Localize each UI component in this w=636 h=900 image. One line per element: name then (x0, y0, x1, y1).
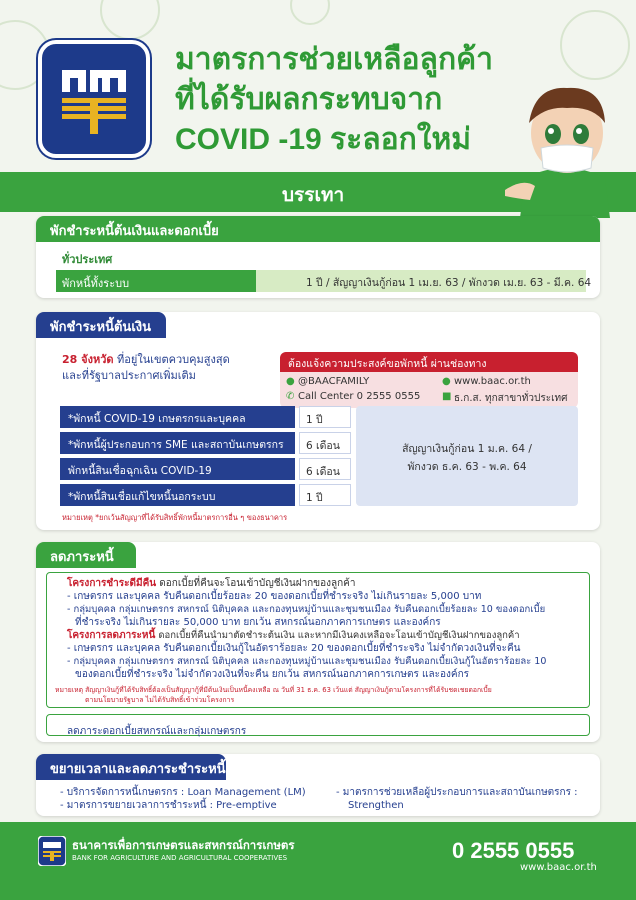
section1-row-value: 1 ปี / สัญญาเงินกู้ก่อน 1 เม.ย. 63 / พักงวด เม.ย. 63 - มี.ค. 64 (306, 277, 592, 289)
section-extend-reduce (36, 754, 600, 816)
section2-heading: พักชำระหนี้ต้นเงิน (36, 312, 166, 338)
baac-logo-mark-icon (56, 58, 132, 140)
footer-phone: 0 2555 0555 (452, 838, 575, 863)
section4-item: - มาตรการขยายเวลาการชำระหนี้ : Pre-emptive (60, 800, 277, 811)
pause-row-value: 1 ปี (299, 484, 351, 506)
block1-title: โครงการชำระดีมีคืน (67, 578, 157, 589)
call-center: Call Center 0 2555 0555 (298, 391, 421, 402)
branch-text: ธ.ก.ส. ทุกสาขาทั่วประเทศ (454, 393, 568, 404)
section4-right (336, 786, 578, 812)
coop-interest-text: ลดภาระดอกเบี้ยสหกรณ์และกลุ่มเกษตรกร (67, 726, 247, 737)
web-icon: ● (442, 376, 451, 387)
footer-website[interactable]: www.baac.or.th (520, 862, 597, 873)
block1-item: - เกษตรกร และบุคคล รับคืนดอกเบี้ยร้อยละ 20 ของดอกเบี้ยที่ชำระจริง ไม่เกินรายละ 5,000 บาท (67, 591, 482, 602)
contact-box-title: ต้องแจ้งความประสงค์ขอพักหนี้ ผ่านช่องทาง (280, 352, 578, 372)
section2-intro (62, 352, 230, 384)
section4-left (60, 786, 306, 812)
banner-title: บรรเทา (282, 185, 345, 206)
phone-icon: ✆ (286, 391, 295, 402)
pause-row-label: *พักหนี้สินเชื่อแก้ไขหนี้นอกระบบ (60, 484, 295, 506)
section-principal-pause (36, 312, 600, 530)
section4-item: - บริการจัดการหนี้เกษตรกร : Loan Management (LM) (60, 787, 306, 798)
pause-row-label: *พักหนี้ผู้ประกอบการ SME และสถาบันเกษตรกร (60, 432, 295, 454)
block1-item: - กลุ่มบุคคล กลุ่มเกษตรกร สหกรณ์ นิติบุคคล และกองทุนหมู่บ้านและชุมชนเมือง รับคืนดอกเบี้ยร้อยละ 10 ของดอกเบี้ย (67, 604, 546, 615)
footer-logo-icon (38, 836, 66, 866)
pause-row-value: 6 เดือน (299, 458, 351, 480)
line-account: @BAACFAMILY (298, 376, 370, 387)
mascot-icon (505, 78, 625, 218)
section1-heading: พักชำระหนี้ต้นเงินและดอกเบี้ย (36, 216, 600, 242)
section2-footnote: หมายเหตุ *ยกเว้นสัญญาที่ได้รับสิทธิ์พักหนี้มาตรการอื่น ๆ ของธนาคาร (62, 513, 288, 522)
section-principal-interest-pause (36, 216, 600, 298)
title-line-3: COVID -19 ระลอกใหม่ (175, 123, 472, 156)
footer (0, 822, 636, 900)
section4-right-line2: Strengthen (348, 800, 404, 811)
title-line-1: มาตรการช่วยเหลือลูกค้า (175, 43, 494, 76)
baac-logo (38, 40, 150, 158)
section4-heading: ขยายเวลาและลดภาระชำระหนี้ (36, 754, 226, 780)
pause-row-label: พักหนี้สินเชื่อฉุกเฉิน COVID-19 (60, 458, 295, 480)
section3-note-line2: ตามนโยบายรัฐบาล ไม่ได้รับสิทธิ์เข้าร่วมโครงการ (85, 696, 235, 704)
block1-item: ที่ชำระจริง ไม่เกินรายละ 50,000 บาท ยกเว้น สหกรณ์นอกภาคการเกษตร และองค์กร (75, 617, 441, 628)
block2-item: ของดอกเบี้ยที่ชำระจริง ไม่จำกัดวงเงินที่จะคืน ยกเว้น สหกรณ์นอกภาคการเกษตร และองค์กร (75, 669, 469, 680)
block2-title-rest: ดอกเบี้ยที่คืนนำมาตัดชำระต้นเงิน และหากมีเงินคงเหลือจะโอนเข้าบัญชีเงินฝากของลูกค้า (155, 630, 520, 641)
contact-box (280, 372, 578, 408)
merged-value-line1: สัญญาเงินกู้ก่อน 1 ม.ค. 64 / (402, 443, 532, 455)
merged-value-line2: พักงวด ธ.ค. 63 - พ.ค. 64 (407, 461, 527, 473)
block2-title-row (67, 629, 569, 642)
title-line-2: ที่ได้รับผลกระทบจาก (175, 83, 443, 116)
block1-title-rest: ดอกเบี้ยที่คืนจะโอนเข้าบัญชีเงินฝากของลูกค้า (156, 578, 356, 589)
section1-row-label: พักหนี้ทั้งระบบ (56, 270, 256, 292)
line-icon: ● (286, 376, 295, 387)
section4-right-line1: - มาตรการช่วยเหลือผู้ประกอบการและสถาบันเกษตรกร : (336, 787, 578, 798)
pause-row-value: 1 ปี (299, 406, 351, 428)
bank-name-th: ธนาคารเพื่อการเกษตรและสหกรณ์การเกษตร (72, 838, 295, 852)
pause-row-label: *พักหนี้ COVID-19 เกษตรกรและบุคคล (60, 406, 295, 428)
pause-row-value: 6 เดือน (299, 432, 351, 454)
section-debt-reduction (36, 542, 600, 742)
section3-heading: ลดภาระหนี้ (36, 542, 136, 568)
block2-item: - กลุ่มบุคคล กลุ่มเกษตรกร สหกรณ์ นิติบุคคล และกองทุนหมู่บ้านและชุมชนเมือง รับคืนดอกเบี้ยเงินกู้ในอัตราร้อยละ 10 (67, 656, 547, 667)
section1-row (56, 270, 592, 292)
section3-note-line1: หมายเหตุ สัญญาเงินกู้ที่ได้รับสิทธิ์ต้องเป็นสัญญากู้ที่มีต้นเงินเป็นหนี้คงเหลือ ณ วันที่ 31 ธ.ค. 63 เว้นแต่ สัญญาเงินกู้ตามโครงการที่ได้รับชดเชยดอกเบี้ย (55, 686, 492, 694)
branch-icon: ■ (442, 391, 452, 402)
section1-subheading: ทั่วประเทศ (62, 253, 113, 266)
block2-item: - เกษตรกร และบุคคล รับคืนดอกเบี้ยเงินกู้ในอัตราร้อยละ 20 ของดอกเบี้ยที่ชำระจริง ไม่จำกัดวงเงินที่จะคืน (67, 643, 521, 654)
intro-line2: และที่รัฐบาลประกาศเพิ่มเติม (62, 369, 196, 382)
page-title (175, 40, 555, 160)
debt-reduction-box (46, 572, 590, 708)
block1-title-row (67, 577, 569, 590)
merged-value-cell (356, 406, 578, 506)
coop-interest-box (46, 714, 590, 736)
bank-name-en: BANK FOR AGRICULTURE AND AGRICULTURAL COOPERATIVES (72, 854, 288, 862)
intro-line1: ที่อยู่ในเขตควบคุมสูงสุด (113, 353, 230, 366)
block2-title: โครงการลดภาระหนี้ (67, 630, 156, 641)
website-link[interactable]: www.baac.or.th (454, 376, 531, 387)
provinces-count: 28 จังหวัด (62, 353, 114, 366)
